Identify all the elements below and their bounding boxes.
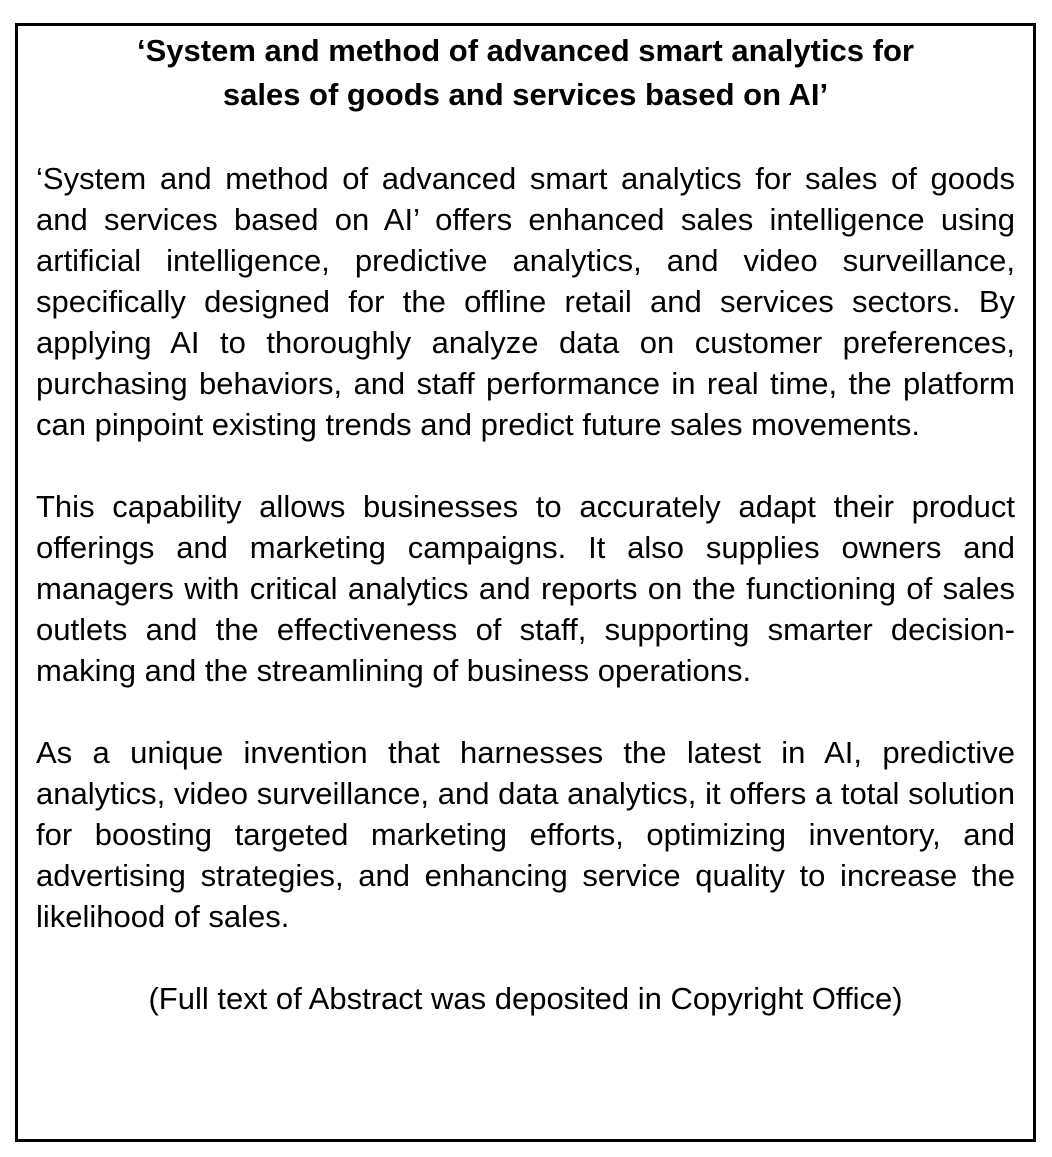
abstract-box bbox=[15, 23, 1036, 1142]
abstract-paragraph-3: As a unique invention that harnesses the latest in AI, predictive analytics, video surveillance, and data analytics, it offers a total solution for boosting targeted marketing efforts, optimizing inventory, and advertising strategies, and enhancing service quality to increase the likelihood of sales. bbox=[36, 735, 1015, 934]
abstract-title bbox=[36, 29, 1015, 117]
abstract-title-line-2: sales of goods and services based on AI’ bbox=[222, 77, 829, 112]
abstract-paragraph-1: ‘System and method of advanced smart analytics for sales of goods and services based on AI’ offers enhanced sales intelligence using artificial intelligence, predictive analytics, and video surveillance, specifically designed for the offline retail and services sectors. By applying AI to thoroughly analyze data on customer preferences, purchasing behaviors, and staff performance in real time, the platform can pinpoint existing trends and predict future sales movements. bbox=[36, 161, 1015, 442]
copyright-deposit-note: (Full text of Abstract was deposited in Copyright Office) bbox=[148, 981, 903, 1016]
abstract-paragraph-2: This capability allows businesses to accurately adapt their product offerings and marketing campaigns. It also supplies owners and managers with critical analytics and reports on the functioning of sales outlets and the effectiveness of staff, supporting smarter decision-making and the streamlining of business operations. bbox=[36, 489, 1015, 688]
abstract-title-line-1: ‘System and method of advanced smart analytics for bbox=[137, 33, 914, 68]
